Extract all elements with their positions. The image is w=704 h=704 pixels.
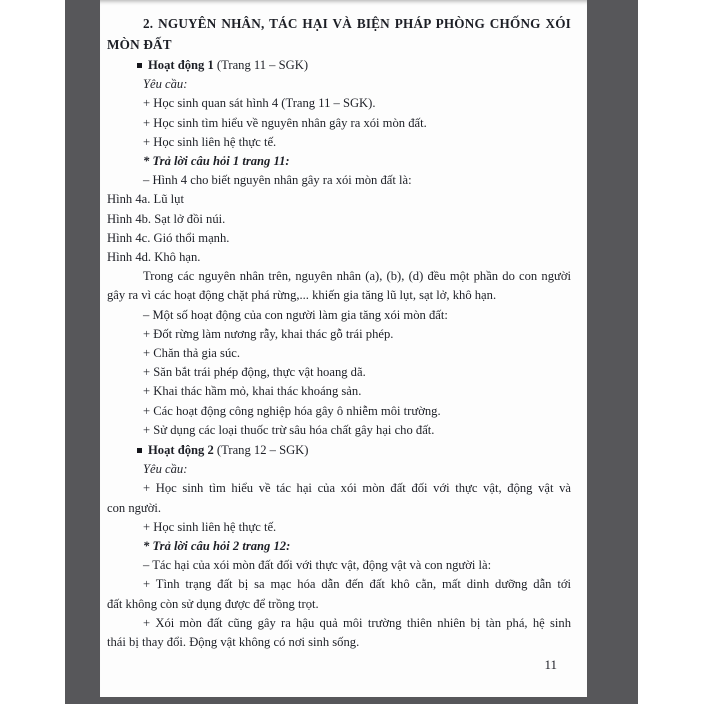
text-line: + Đốt rừng làm nương rẫy, khai thác gỗ trái phép.: [143, 326, 394, 341]
paragraph-12: [107, 248, 571, 267]
requirement-label: [107, 460, 571, 479]
text-line: * Trả lời câu hỏi 2 trang 12:: [143, 539, 291, 554]
text-line: Yêu cầu:: [143, 77, 188, 92]
paragraph-19: [107, 402, 571, 421]
paragraph-6: [107, 133, 571, 152]
paragraph-4: [107, 94, 571, 113]
paragraph-28: [107, 614, 571, 652]
text-line: * Trả lời câu hỏi 1 trang 11:: [143, 154, 290, 169]
activity-title: Hoạt động 1: [148, 58, 214, 72]
requirement-label: [107, 75, 571, 94]
text-line: 2. NGUYÊN NHÂN, TÁC HẠI VÀ BIỆN PHÁP PHÒNG CHỐNG XÓI: [143, 16, 571, 31]
paragraph-27: [107, 575, 571, 613]
answer-2-header: [107, 537, 571, 556]
section-title: [107, 13, 571, 55]
text-line: MÒN ĐẤT: [107, 37, 172, 52]
answer-1-header: [107, 152, 571, 171]
text-line: + Săn bắt trái phép động, thực vật hoang dã.: [143, 365, 366, 380]
text-line: + Các hoạt động công nghiệp hóa gây ô nhiễm môi trường.: [143, 403, 441, 418]
activity-reference: (Trang 11 – SGK): [213, 58, 309, 72]
paragraph-20: [107, 421, 571, 440]
paragraph-18: [107, 382, 571, 401]
paragraph-15: [107, 325, 571, 344]
text-line: + Khai thác hầm mỏ, khai thác khoáng sản.: [143, 384, 362, 399]
text-line: – Một số hoạt động của con người làm gia tăng xói mòn đất:: [143, 307, 448, 322]
page-number: 11: [544, 657, 557, 672]
page-content: [107, 13, 571, 652]
square-bullet-icon: [137, 63, 142, 68]
text-line: Hình 4d. Khô hạn.: [107, 250, 201, 265]
square-bullet-icon: [137, 448, 142, 453]
paragraph-23: [107, 479, 571, 517]
text-line: + Sử dụng các loại thuốc trừ sâu hóa chất gây hại cho đất.: [143, 422, 435, 437]
paragraph-11: [107, 229, 571, 248]
paragraph-8: [107, 171, 571, 190]
text-line: + Học sinh tìm hiểu về tác hại của xói mòn đất đối với thực vật, động vật và: [143, 481, 571, 496]
activity-1-header: [107, 55, 571, 75]
text-line: Yêu cầu:: [143, 462, 188, 477]
text-line: con người.: [107, 500, 162, 515]
activity-line: [107, 56, 571, 75]
text-line: – Hình 4 cho biết nguyên nhân gây ra xói mòn đất là:: [143, 173, 412, 188]
activity-line: [107, 441, 571, 460]
text-line: + Học sinh liên hệ thực tế.: [143, 519, 277, 534]
text-line: đất không còn sử dụng được để trồng trọt.: [107, 596, 319, 611]
text-line: Hình 4a. Lũ lụt: [107, 192, 184, 207]
paragraph-16: [107, 344, 571, 363]
paragraph-13: [107, 267, 571, 305]
paragraph-17: [107, 363, 571, 382]
text-line: Hình 4c. Gió thổi mạnh.: [107, 230, 230, 245]
book-page: [100, 0, 587, 697]
text-line: thái bị thay đổi. Động vật không có nơi sinh sống.: [107, 635, 360, 650]
activity-reference: (Trang 12 – SGK): [213, 443, 309, 458]
paragraph-14: [107, 306, 571, 325]
paragraph-24: [107, 518, 571, 537]
activity-2-header: [107, 440, 571, 460]
text-line: + Học sinh quan sát hình 4 (Trang 11 – SGK).: [143, 96, 376, 111]
text-line: + Học sinh tìm hiểu về nguyên nhân gây ra xói mòn đất.: [143, 115, 427, 130]
text-line: + Chăn thả gia súc.: [143, 346, 240, 361]
paragraph-9: [107, 190, 571, 209]
text-line: Trong các nguyên nhân trên, nguyên nhân (a), (b), (d) đều một phần do con người: [143, 269, 571, 284]
text-line: Hình 4b. Sạt lở đồi núi.: [107, 211, 226, 226]
paragraph-26: [107, 556, 571, 575]
text-line: + Tình trạng đất bị sa mạc hóa dẫn đến đất khô cằn, mất dinh dưỡng dẫn tới: [143, 577, 571, 592]
paragraph-5: [107, 114, 571, 133]
activity-title: Hoạt động 2: [148, 443, 214, 458]
text-line: gây ra vì các hoạt động chặt phá rừng,... khiến gia tăng lũ lụt, sạt lở, khô hạn.: [107, 288, 497, 303]
text-line: + Xói mòn đất cũng gây ra hậu quả môi trường thiên nhiên bị tàn phá, hệ sinh: [143, 615, 571, 630]
paragraph-10: [107, 210, 571, 229]
text-line: – Tác hại của xói mòn đất đối với thực vật, động vật và con người là:: [143, 558, 492, 573]
text-line: + Học sinh liên hệ thực tế.: [143, 134, 277, 149]
